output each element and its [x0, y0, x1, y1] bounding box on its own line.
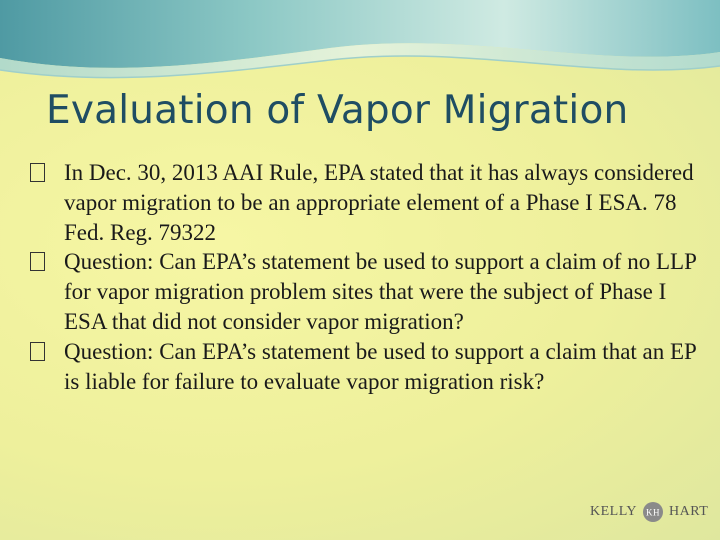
bullet-text: In Dec. 30, 2013 AAI Rule, EPA stated that it has always considered vapor migration to be an appropriate element of a Phase I ESA. 78 Fed. Reg. 79322	[64, 160, 694, 245]
bullet-item	[30, 247, 700, 336]
logo-mark-text: KH	[645, 507, 660, 518]
logo-mark-icon	[643, 502, 663, 522]
logo-right-text: HART	[668, 504, 709, 519]
bullet-box-icon	[30, 252, 45, 271]
bullet-text: Question: Can EPA’s statement be used to support a claim of no LLP for vapor migration problem sites that were the subject of Phase I ESA that did not consider vapor migration?	[64, 249, 697, 334]
slide-title: Evaluation of Vapor Migration	[46, 88, 629, 133]
header-wave-band	[0, 0, 720, 90]
kelly-hart-logo	[590, 500, 708, 524]
bullet-box-icon	[30, 163, 45, 182]
logo-left-text: KELLY	[590, 504, 637, 519]
bullet-list	[30, 158, 700, 396]
bullet-item	[30, 158, 700, 247]
bullet-box-icon	[30, 342, 45, 361]
bullet-text: Question: Can EPA’s statement be used to support a claim that an EP is liable for failure to evaluate vapor migration risk?	[64, 338, 696, 394]
bullet-item	[30, 337, 700, 397]
